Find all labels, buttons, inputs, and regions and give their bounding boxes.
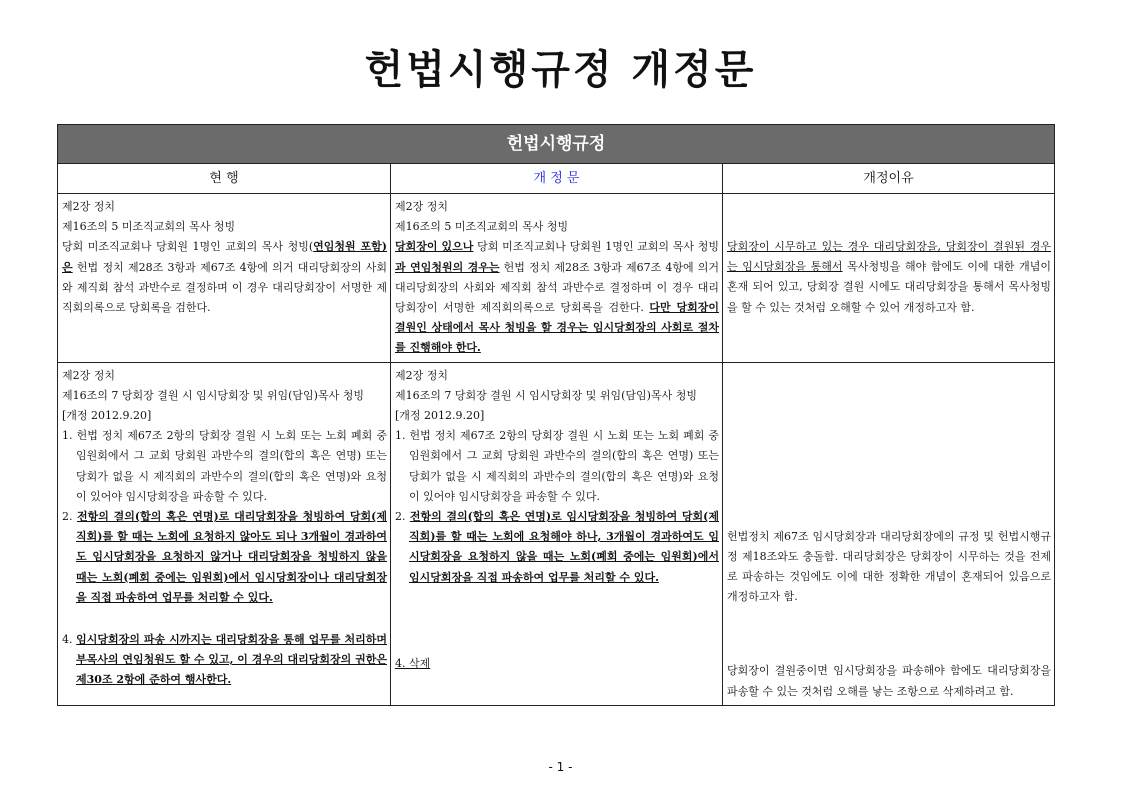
- row1-reason: [723, 194, 1055, 363]
- reason-text: 당회장이 결원중이면 임시당회장을 파송해야 함에도 대리당회장을 파송할 수 있는 것처럼 오해를 낳는 조항으로 삭제하려고 함.: [727, 664, 1052, 698]
- table-band-title: 헌법시행규정: [58, 125, 1055, 164]
- article-text: 당회장이 있으나 당회 미조직교회나 당회원 1명인 교회의 목사 청빙과 연임청원의 경우는 헌법 정치 제28조 3항과 제67조 4항에 의거 대리당회장의 사회와 제직회 참석 과반수로 결정하며 이 경우 대리당회장이 서명한 제직회의록으로 당회록을 검한다. 다만 당회장이 결원인 상태에서 목사 청빙을 할 경우는 임시당회장의 사회로 절차를 진행해야 한다.: [395, 240, 719, 355]
- list-item: 4. 삭제: [395, 656, 431, 670]
- chapter-label: 제2장 정치: [62, 368, 115, 382]
- article-text: 당회 미조직교회나 당회원 1명인 교회의 목사 청빙(연임청원 포함)은 헌법 정치 제28조 3항과 제67조 4항에 의거 대리당회장의 사회와 제직회 참석 과반수로 결정하며 이 경우 대리당회장이 서명한 제직회의록으로 당회록을 검한다.: [62, 240, 387, 315]
- list-item: 2. 전항의 결의(합의 혹은 연명)로 대리당회장을 청빙하여 당회(제직회)를 할 때는 노회에 요청하지 않아도 되나 3개월이 경과하여도 임시당회장을 요청하지 않거나 대리당회장을 청빙하지 않을 때는 노회(폐회 중에는 임원회)에서 임시당회장이나 대리당회장을 직접 파송하여 업무를 처리할 수 있다.: [62, 510, 387, 604]
- article-title: 제16조의 7 당회장 결원 시 임시당회장 및 위임(담임)목사 청빙: [395, 388, 697, 402]
- table-row: [58, 194, 1055, 363]
- reason-text: 헌법정치 제67조 임시당회장과 대리당회장에의 규정 및 헌법시행규정 제18조와도 충돌함. 대리당회장은 당회장이 시무하는 것을 전제로 파송하는 것임에도 이에 대한 정확한 개념이 혼재되어 있음으로 개정하고자 함.: [727, 529, 1052, 604]
- article-title: 제16조의 7 당회장 결원 시 임시당회장 및 위임(담임)목사 청빙: [62, 388, 364, 402]
- chapter-label: 제2장 정치: [62, 200, 115, 213]
- row2-reason: [723, 362, 1055, 705]
- reason-text: 당회장이 시무하고 있는 경우 대리당회장을, 당회장이 결원된 경우는 임시당회장을 통해서 목사청빙을 해야 함에도 이에 대한 개념이 혼재 되어 있고, 당회장 결원 시에도 대리당회장을 통해서 목사청빙을 할 수 있는 것처럼 오해할 수 있어 개정하고자 함.: [727, 240, 1052, 314]
- table-row: [58, 362, 1055, 705]
- document-title: 헌법시행규정 개정문: [364, 46, 757, 93]
- list-item: 1. 헌법 정치 제67조 2항의 당회장 결원 시 노회 또는 노회 폐회 중 임원회에서 그 교회 당회원 과반수의 결의(합의 혹은 연명) 또는 당회가 없을 시 제직회의 과반수의 결의(합의 혹은 연명)와 요청이 있어야 임시당회장을 파송할 수 있다.: [62, 429, 387, 503]
- header-revised: 개 정 문: [391, 164, 723, 194]
- chapter-label: 제2장 정치: [395, 368, 448, 382]
- list-item: 4. 임시당회장의 파송 시까지는 대리당회장을 통해 업무를 처리하며 부목사의 연임청원도 할 수 있고, 이 경우의 대리당회장의 권한은 제30조 2항에 준하여 행사한다.: [62, 633, 387, 687]
- header-current: 현 행: [58, 164, 391, 194]
- row2-current: [58, 362, 391, 705]
- row1-revised: [391, 194, 723, 363]
- page-number: - 1 -: [548, 760, 573, 774]
- row2-revised: [391, 362, 723, 705]
- article-title: 제16조의 5 미조직교회의 목사 청빙: [395, 220, 569, 234]
- revision-date: [개정 2012.9.20]: [62, 409, 152, 423]
- row1-current: [58, 194, 391, 363]
- article-title: 제16조의 5 미조직교회의 목사 청빙: [62, 220, 236, 234]
- header-reason: 개정이유: [723, 164, 1055, 194]
- chapter-label: 제2장 정치: [395, 200, 448, 213]
- list-item: 2. 전항의 결의(합의 혹은 연명)로 임시당회장을 청빙하여 당회(제직회)를 할 때는 노회에 요청해야 하나, 3개월이 경과하여도 임시당회장을 요청하지 않을 때는 노회(폐회 중에는 임원회)에서 임시당회장을 직접 파송하여 업무를 처리할 수 있다.: [395, 510, 719, 584]
- revision-table: [57, 124, 1055, 706]
- revision-date: [개정 2012.9.20]: [395, 409, 485, 423]
- list-item: 1. 헌법 정치 제67조 2항의 당회장 결원 시 노회 또는 노회 폐회 중 임원회에서 그 교회 당회원 과반수의 결의(합의 혹은 연명) 또는 당회가 없을 시 제직회의 과반수의 결의(합의 혹은 연명)와 요청이 있어야 임시당회장을 파송할 수 있다.: [395, 429, 719, 503]
